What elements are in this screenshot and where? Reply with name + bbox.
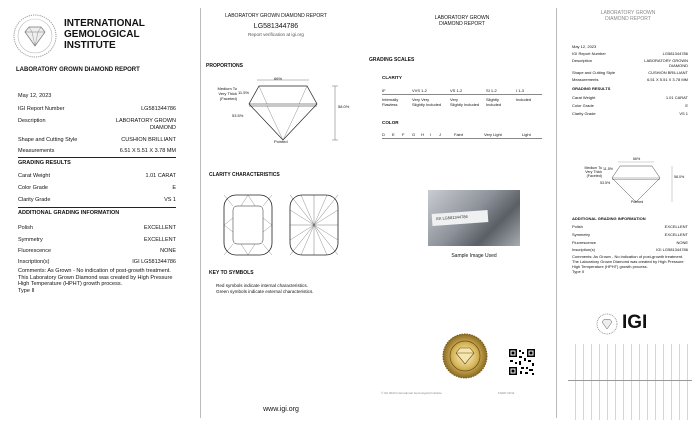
color-scale-line [382, 138, 542, 139]
mid-verify: Report verification at igi.org [248, 32, 304, 37]
org-name-line1: INTERNATIONAL [64, 18, 145, 29]
color-grade-d: D [382, 132, 385, 137]
card-header: LABORATORY GROWN DIAMOND REPORT [600, 10, 656, 22]
clarity-grade-si: SI 1-2 [486, 88, 497, 93]
additional-polish: Polish EXCELLENT [18, 225, 176, 231]
key-line-green: Green symbols indicate external characteristics. [216, 289, 314, 294]
color-desc-faint: Faint [454, 132, 463, 137]
girdle-label: Medium To Very Thick (Faceted) [217, 86, 237, 101]
clarity-grade-if: IF [382, 88, 386, 93]
clarity-desc-vs: Very Slightly Included [450, 97, 480, 107]
clarity-grade-i: I 1-3 [516, 88, 525, 93]
clarity-desc-si: Slightly Included [486, 97, 502, 107]
additional-fluorescence: Fluorescence NONE [18, 248, 176, 254]
qr-code-icon [508, 348, 536, 376]
grading-clarity: Clarity Grade VS 1 [18, 197, 176, 203]
form-code: FGDP 23/11 [498, 391, 515, 395]
comments: Comments: As Grown - No indication of post-growth treatment. This Laboratory Grown Diamond was created by High Pressure High Temperature (HPHT) growth process. Type II [18, 268, 173, 294]
clarity-scale-line [382, 94, 542, 95]
field-measurements: Measurements 6.51 X 5.51 X 3.78 MM [18, 148, 176, 154]
card-grading-clarity: Clarity Grade VS 1 [572, 111, 688, 116]
field-shape: Shape and Cutting Style CUSHION BRILLIANT [18, 137, 176, 143]
card-igi-seal-icon [596, 313, 618, 335]
grading-carat: Carat Weight 1.01 CARAT [18, 173, 176, 179]
report-card [560, 0, 700, 425]
field-report-number: IGI Report Number LG581344786 [18, 106, 176, 112]
fine-print-rule [568, 380, 692, 381]
card-additional-fluorescence: Fluorescence NONE [572, 240, 688, 245]
card-field-measurements: Measurements 6.51 X 5.51 X 3.78 MM [572, 77, 688, 82]
color-scale-title: COLOR [382, 120, 399, 125]
card-logo-text: IGI [622, 312, 648, 333]
card-pavilion-pct: 53.5% [600, 181, 611, 185]
card-date: May 12, 2023 [572, 44, 597, 49]
right-main-column [366, 0, 552, 425]
card-depth-pct: 58.0% [674, 175, 685, 179]
additional-title: ADDITIONAL GRADING INFORMATION [18, 210, 120, 216]
sample-inscription-text: IGI LG581344786 [435, 213, 468, 222]
key-to-symbols-title: KEY TO SYMBOLS [209, 270, 254, 276]
report-title: LABORATORY GROWN DIAMOND REPORT [16, 67, 140, 73]
mid-header: LABORATORY GROWN DIAMOND REPORT [225, 13, 327, 19]
card-grading-color: Color Grade E [572, 103, 688, 108]
clarity-grade-vvs: VVS 1-2 [412, 88, 427, 93]
color-grade-e: E [392, 132, 395, 137]
clarity-desc-if: Internally Flawless [382, 97, 399, 107]
card-field-shape: Shape and Cutting Style CUSHION BRILLIANT [572, 70, 688, 75]
proportions-diagram [239, 76, 349, 146]
card-comments: Comments: As Grown - No indication of post-growth treatment. The Laboratory Grown Diamond was created by High Pressure High Temperature (HPHT) growth process. Type II [572, 254, 684, 274]
card-additional-title: ADDITIONAL GRADING INFORMATION [572, 216, 646, 221]
additional-divider [18, 207, 176, 208]
pavilion-plot-diagram [289, 194, 339, 256]
color-grade-f: F [402, 132, 405, 137]
field-description: Description LABORATORY GROWN DIAMOND [18, 118, 176, 131]
grading-results-title: GRADING RESULTS [18, 160, 71, 166]
card-table-pct: 66% [633, 157, 641, 161]
card-crown-pct: 11.5% [603, 167, 613, 171]
grading-scales-title: GRADING SCALES [369, 57, 415, 63]
table-pct: 66% [274, 76, 283, 81]
additional-inscription: Inscription(s) IGI LG581344786 [18, 259, 176, 265]
mid-report-number: LG581344786 [253, 23, 299, 30]
card-field-description: Description LABORATORY GROWN DIAMOND [572, 58, 688, 68]
hologram-seal-icon [442, 333, 488, 379]
card-grading-carat: Carat Weight 1.01 CARAT [572, 95, 688, 100]
left-column [0, 0, 200, 425]
clarity-desc-i: Included [516, 97, 532, 102]
clarity-grade-vs: VS 1-2 [450, 88, 463, 93]
clarity-characteristics-title: CLARITY CHARACTERISTICS [209, 172, 280, 178]
sample-caption: Sample Image Used [451, 253, 497, 259]
org-name-line3: INSTITUTE [64, 40, 116, 51]
card-proportions-diagram [604, 160, 684, 206]
fine-print-block [568, 344, 692, 420]
sample-inscription-image [428, 190, 520, 246]
igi-seal-icon [13, 14, 57, 58]
additional-symmetry: Symmetry EXCELLENT [18, 237, 176, 243]
card-culet: Pointed [631, 200, 644, 204]
crown-plot-diagram [223, 194, 273, 256]
website: www.igi.org [263, 406, 299, 413]
card-additional-inscription: Inscription(s) IGI LG581344786 [572, 247, 688, 252]
culet-label: Pointed [274, 139, 288, 144]
color-grade-g: G [412, 132, 416, 137]
grading-scales-header: LABORATORY GROWN DIAMOND REPORT [434, 15, 490, 27]
crown-pct: 11.5% [238, 90, 250, 95]
grading-divider [18, 157, 176, 158]
card-girdle-label: Medium To Very Thick (Faceted) [584, 166, 602, 179]
color-grade-h: H [421, 132, 424, 137]
color-desc-light: Light [522, 132, 531, 137]
color-grade-j: J [439, 132, 441, 137]
pavilion-pct: 53.5% [232, 113, 244, 118]
clarity-desc-vvs: Very Very Slightly Included [412, 97, 442, 107]
card-back-fine-print [568, 344, 692, 420]
grading-color: Color Grade E [18, 185, 176, 191]
color-desc-very-light: Very Light [484, 132, 502, 137]
card-additional-polish: Polish EXCELLENT [572, 224, 688, 229]
card-grading-title: GRADING RESULTS [572, 86, 611, 91]
report-date: May 12, 2023 [18, 93, 52, 99]
color-grade-i: I [430, 132, 432, 137]
proportions-title: PROPORTIONS [206, 63, 243, 69]
card-additional-symmetry: Symmetry EXCELLENT [572, 232, 688, 237]
clarity-scale-title: CLARITY [382, 75, 402, 80]
card-field-report-number: IGI Report Number LG581344786 [572, 51, 688, 56]
org-name-line2: GEMOLOGICAL [64, 29, 140, 40]
key-line-red: Red symbols indicate internal characteristics. [216, 283, 308, 288]
copyright: © IGI 2023 International Gemological Institute [381, 391, 442, 395]
depth-pct: 58.0% [338, 104, 350, 109]
column-divider-2 [556, 8, 557, 418]
